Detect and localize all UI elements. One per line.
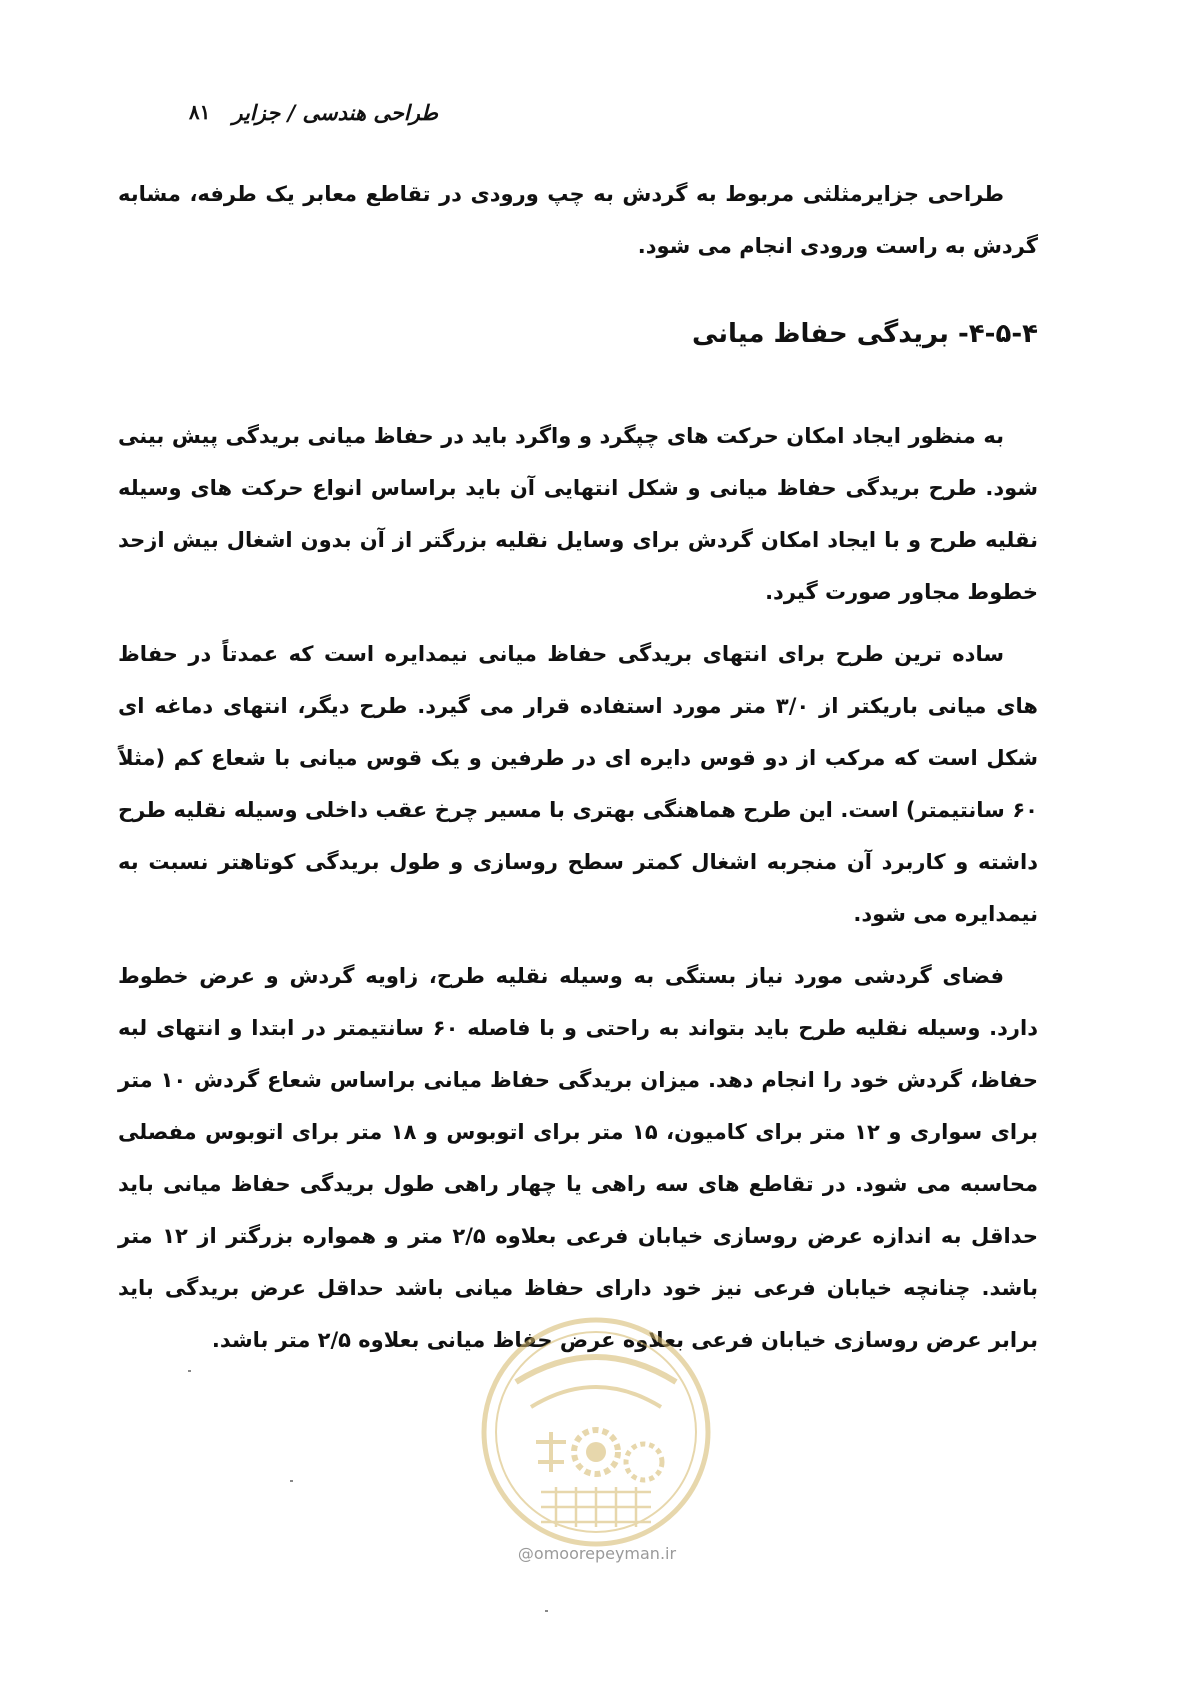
body-text: [118, 168, 1038, 1366]
section-heading: ۴-۵-۴- بریدگی حفاظ میانی: [691, 319, 1038, 349]
paragraph-turning-space: فضای گردشی مورد نیاز بستگی به وسیله نقلیه طرح، زاویه گردش و عرض خطوط دارد. وسیله نقلیه طرح باید بتواند به راحتی و با فاصله ۶۰ سانتیمتر در ابتدا و انتهای لبه حفاظ، گردش خود را انجام دهد. میزان بریدگی حفاظ میانی براساس شعاع گردش ۱۰ متر برای سواری و ۱۲ متر برای کامیون، ۱۵ متر برای اتوبوس و ۱۸ متر برای اتوبوس مفصلی محاسبه می شود. در تقاطع های سه راهی یا چهار راهی طول بریدگی حفاظ میانی باید حداقل به اندازه عرض روسازی خیابان فرعی بعلاوه ۲/۵ متر و همواره بزرگتر از ۱۲ متر باشد. چنانچه خیابان فرعی نیز خود دارای حفاظ میانی باشد حداقل عرض بریدگی باید برابر عرض روسازی خیابان فرعی بعلاوه عرض حفاظ میانی بعلاوه ۲/۵ متر باشد.: [118, 964, 1039, 1352]
watermark-url: @omoorepeyman.ir: [517, 1544, 677, 1563]
scan-speck: [188, 1370, 191, 1372]
paragraph-triangular-islands: طراحی جزایرمثلثی مربوط به گردش به چپ ورودی در تقاطع معابر یک طرفه، مشابه گردش به راست ورودی انجام می شود.: [118, 182, 1038, 258]
paragraph-semicircle-design: ساده ترین طرح برای انتهای بریدگی حفاظ میانی نیمدایره است که عمدتاً در حفاظ های میانی باریکتر از ۳/۰ متر مورد استفاده قرار می گیرد. طرح دیگر، انتهای دماغه ای شکل است که مرکب از دو قوس دایره ای در طرفین و یک قوس میانی با شعاع کم (مثلاً ۶۰ سانتیمتر) است. این طرح هماهنگی بهتری با مسیر چرخ عقب داخلی وسیله نقلیه طرح داشته و کاربرد آن منجربه اشغال کمتر سطح روسازی و طول بریدگی کوتاهتر نسبت به نیمدایره می شود.: [118, 642, 1038, 926]
paragraph-median-opening: به منظور ایجاد امکان حرکت های چپگرد و واگرد باید در حفاظ میانی بریدگی پیش بینی شود. طرح بریدگی حفاظ میانی و شکل انتهایی آن باید براساس انواع حرکت های وسیله نقلیه طرح و با ایجاد امکان گردش برای وسایل نقلیه بزرگتر از آن بدون اشغال بیش ازحد خطوط مجاور صورت گیرد.: [118, 424, 1038, 604]
scan-speck: [290, 1480, 293, 1482]
running-header: [118, 92, 438, 132]
scan-speck: [545, 1610, 548, 1612]
header-title: طراحی هندسی / جزایر: [232, 99, 438, 125]
watermark-logo-icon: [476, 1312, 716, 1552]
page-number: ۸۱: [188, 100, 211, 124]
